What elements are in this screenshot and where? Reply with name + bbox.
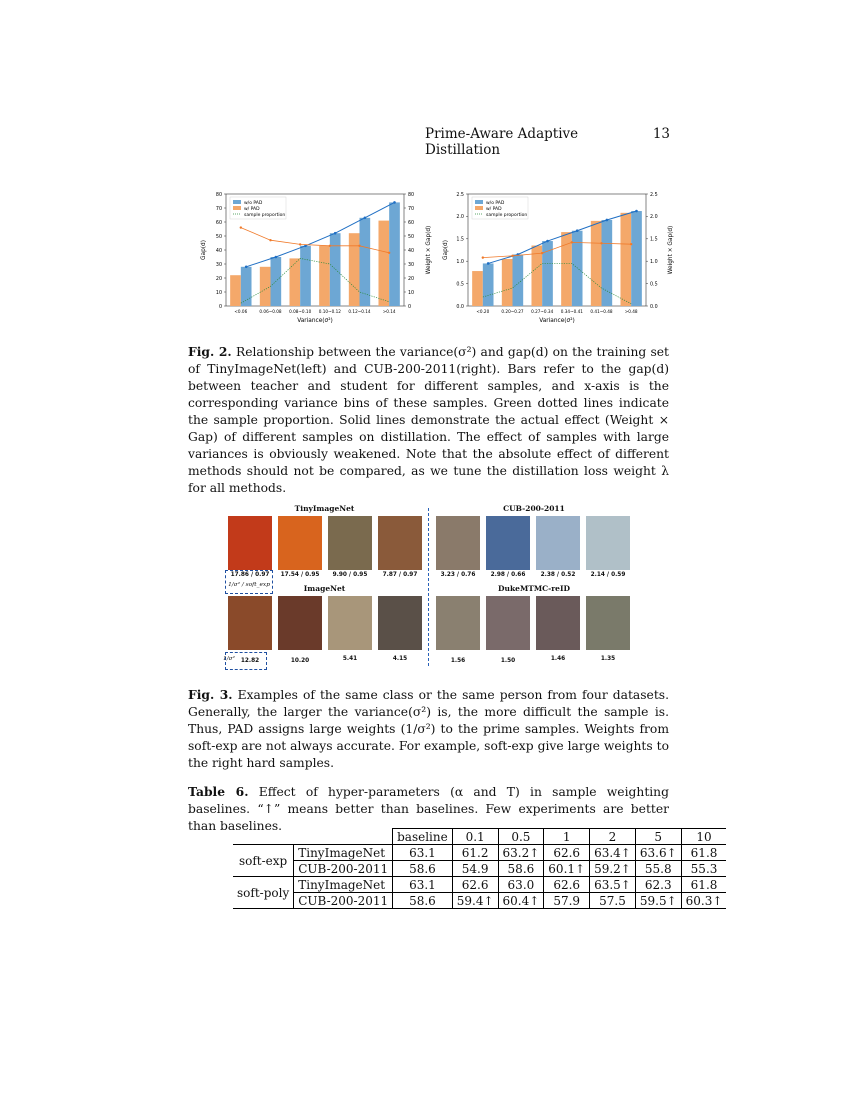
x-tick-label: 0.34~0.41 [560,309,583,314]
weight-gap-point [482,256,484,258]
weight-gap-point [388,252,390,254]
bar-w-pad [531,246,542,306]
value-cell: 59.2↑ [590,861,636,877]
value-cell: 55.8 [635,861,681,877]
y-tick-label: 2.5 [456,192,464,198]
trend-point [393,201,396,204]
legend-prop: sample proportion [244,212,286,218]
value-cell: 62.6 [544,845,590,861]
value-cell: 58.6 [498,861,544,877]
dataset-cell: CUB-200-2011 [294,893,393,909]
bar-w-pad [349,233,360,306]
bar-wo-pad [360,218,371,306]
label-cub-3: 2.38 / 0.52 [540,572,576,578]
thumb-duke-3 [536,596,580,650]
bar-w-pad [289,258,300,306]
fig3-text: Examples of the same class or the same person from four datasets. Generally, the larger the variance(σ²) is, the more difficult the sample is. Thus, PAD assigns large weights (1/σ²) to the prime samples. Weights from soft-exp are not always accurate. For example, soft-exp give large weights to the right hard samples. [188,688,669,770]
col-header: 0.1 [452,829,498,845]
col-header: 0.5 [498,829,544,845]
y-tick-label: 2.0 [456,215,464,221]
thumb-cub-2 [486,516,530,570]
legend-swatch-wo [475,200,483,204]
value-cell: 62.3 [635,877,681,893]
label-imagenet-4: 4.15 [392,656,408,662]
y2-axis-label: Weight × Gap(d) [426,225,432,275]
value-cell: 61.8 [681,877,726,893]
legend-tiny: 1/σ² / soft_exp [228,582,270,588]
bar-w-pad [591,221,602,306]
legend-swatch-w [233,206,241,210]
value-cell: 57.9 [544,893,590,909]
value-cell: 63.4↑ [590,845,636,861]
y-tick-label: 1.0 [456,260,464,265]
value-cell: 59.4↑ [452,893,498,909]
x-tick-label: >0.48 [624,309,638,314]
table6-label: Table 6. [188,784,249,799]
value-cell: 60.1↑ [544,861,590,877]
label-imagenet-1: 12.82 [240,658,260,664]
value-cell: 60.3↑ [681,893,726,909]
value-cell: 63.5↑ [590,877,636,893]
y2-tick-label: 70 [408,206,415,212]
legend-swatch-w [475,206,483,210]
y2-tick-label: 0 [408,304,412,310]
figure3 [222,500,634,670]
thumb-imagenet-4 [378,596,422,650]
fig3-caption [188,686,669,772]
thumb-tiny-3 [328,516,372,570]
x-tick-label: 0.12~0.14 [348,309,371,314]
dataset-cell: CUB-200-2011 [294,861,393,877]
y2-tick-label: 0.5 [650,282,658,288]
label-cub-1: 3.23 / 0.76 [440,572,476,578]
thumb-tiny-2 [278,516,322,570]
group-name: soft-poly [233,877,294,909]
x-tick-label: 0.27~0.34 [531,309,554,314]
table-row [233,877,726,893]
x-tick-label: 0.41~0.48 [590,309,613,314]
y-tick-label: 0 [218,304,222,310]
col-header: 2 [590,829,636,845]
x-tick-label: 0.08~0.10 [289,309,312,314]
weight-gap-point [240,226,242,228]
y-tick-label: 10 [215,290,222,296]
y-tick-label: 80 [215,192,222,198]
bar-wo-pad [241,267,252,306]
bar-wo-pad [602,220,613,306]
weight-gap-point [511,255,513,257]
y-tick-label: 50 [215,234,222,240]
bar-w-pad [620,213,631,306]
thumb-cub-1 [436,516,480,570]
y2-tick-label: 30 [408,262,415,268]
bar-w-pad [319,246,330,306]
x-tick-label: <0.20 [476,309,490,314]
y2-tick-label: 10 [408,290,415,296]
panel-title-imagenet: ImageNet [303,584,346,593]
bar-wo-pad [330,233,341,306]
y-tick-label: 0.0 [456,304,464,310]
thumb-duke-1 [436,596,480,650]
trend-point [334,232,337,235]
trend-point [245,266,248,269]
table6-caption-text: Effect of hyper-parameters (α and T) in sample weighting baselines. “↑” means better than baselines. Few experiments are better than baselines. [188,785,669,833]
trend-point [635,210,638,213]
bar-wo-pad [572,231,583,306]
legend-imagenet: 1/σ² [223,656,235,662]
value-cell: 55.3 [681,861,726,877]
x-tick-label: 0.20~0.27 [501,309,524,314]
bar-wo-pad [300,246,311,306]
label-duke-1: 1.56 [450,658,466,664]
value-cell: 57.5 [590,893,636,909]
x-axis-label: Variance(σ²) [539,318,575,324]
bar-wo-pad [513,254,524,306]
label-imagenet-3: 5.41 [342,656,358,662]
label-imagenet-2: 10.20 [290,658,310,664]
y2-tick-label: 20 [408,276,415,282]
y-tick-label: 1.5 [456,237,464,243]
bar-w-pad [502,259,513,306]
trend-point [487,262,490,265]
y-tick-label: 60 [215,220,222,226]
bar-wo-pad [631,211,642,306]
thumb-tiny-1 [228,516,272,570]
bar-w-pad [260,267,271,306]
x-tick-label: <0.06 [234,309,248,314]
col-header: 5 [635,829,681,845]
trend-point [606,219,609,222]
table-row [233,893,726,909]
x-axis-label: Variance(σ²) [297,318,333,324]
thumb-imagenet-3 [328,596,372,650]
weight-gap-point [541,252,543,254]
running-title: Prime-Aware Adaptive Distillation [425,126,579,158]
thumb-duke-4 [586,596,630,650]
trend-point [275,256,278,259]
y2-axis-label: Weight × Gap(d) [668,225,674,275]
trend-point [546,240,549,243]
bar-w-pad [378,221,389,306]
empty-cell [294,829,393,845]
weight-gap-point [269,239,271,241]
label-duke-4: 1.35 [600,656,616,662]
col-header: 1 [544,829,590,845]
table-row [233,861,726,877]
label-tiny-1: 17.86 / 0.97 [230,572,270,578]
bar-wo-pad [389,202,400,306]
panel-title-cub: CUB-200-2011 [503,504,565,513]
col-header: baseline [393,829,453,845]
label-duke-2: 1.50 [500,658,516,664]
legend-w: w/ PAD [244,206,260,212]
y-tick-label: 70 [215,206,222,212]
running-header [425,126,670,158]
bar-wo-pad [483,263,494,306]
value-cell: 63.0 [498,877,544,893]
thumb-imagenet-2 [278,596,322,650]
dataset-cell: TinyImageNet [294,845,393,861]
thumb-tiny-4 [378,516,422,570]
thumb-cub-3 [536,516,580,570]
fig2-text: Relationship between the variance(σ²) and gap(d) on the training set of TinyImageNet(left) and CUB-200-2011(right). Bars refer to the gap(d) between teacher and student for different samples, and x-axis is the corresponding variance bins of these samples. Green dotted lines indicate the sample proportion. Solid lines demonstrate the actual effect (Weight × Gap) of different samples on distillation. The effect of samples with large variances is obviously weakened. Note that the absolute effect of different methods should not be compared, as we tune the distillation loss weight λ for all methods. [188,345,669,495]
chart-cub [440,186,676,328]
value-cell: 63.6↑ [635,845,681,861]
value-cell: 61.2 [452,845,498,861]
weight-gap-point [630,243,632,245]
value-cell: 58.6 [393,893,453,909]
legend-wo: w/o PAD [244,200,263,206]
y-axis-label: Gap(d) [201,240,207,260]
weight-gap-point [358,245,360,247]
y2-tick-label: 1.5 [650,237,658,243]
label-duke-3: 1.46 [550,656,566,662]
label-cub-2: 2.98 / 0.66 [490,572,526,578]
weight-gap-point [571,241,573,243]
y2-tick-label: 40 [408,248,415,254]
value-cell: 60.4↑ [498,893,544,909]
thumb-duke-2 [486,596,530,650]
weight-gap-point [299,243,301,245]
panel-title-tinyimagenet: TinyImageNet [294,504,355,513]
value-cell: 59.5↑ [635,893,681,909]
dataset-cell: TinyImageNet [294,877,393,893]
value-cell: 63.1 [393,845,453,861]
weight-gap-point [600,242,602,244]
thumb-imagenet-1 [228,596,272,650]
label-cub-4: 2.14 / 0.59 [590,572,626,578]
y-tick-label: 0.5 [456,282,464,288]
thumb-cub-4 [586,516,630,570]
label-tiny-2: 17.54 / 0.95 [280,572,320,578]
y-tick-label: 20 [215,276,222,282]
page-number: 13 [652,126,670,142]
y2-tick-label: 60 [408,220,415,226]
x-tick-label: >0.14 [382,309,396,314]
fig2-caption [188,343,669,497]
y-axis-label: Gap(d) [443,240,449,260]
y2-tick-label: 50 [408,234,415,240]
y2-tick-label: 80 [408,192,415,198]
y2-tick-label: 0.0 [650,304,658,310]
value-cell: 63.2↑ [498,845,544,861]
label-tiny-3: 9.90 / 0.95 [332,572,368,578]
legend-prop: sample proportion [486,212,528,218]
legend-wo: w/o PAD [486,200,505,206]
y2-tick-label: 1.0 [650,260,658,265]
trend-point [364,217,367,220]
col-header: 10 [681,829,726,845]
label-tiny-4: 7.87 / 0.97 [382,572,418,578]
fig3-label: Fig. 3. [188,687,233,702]
group-name: soft-exp [233,845,294,877]
panel-title-dukemtmc: DukeMTMC-reID [498,584,570,593]
chart-tinyimagenet [198,186,434,328]
x-tick-label: 0.10~0.12 [318,309,341,314]
y-tick-label: 40 [215,248,222,254]
chart-svg-right [440,186,676,328]
legend-w: w/ PAD [486,206,502,212]
trend-point [576,229,579,232]
chart-svg-left [198,186,434,328]
weight-gap-point [329,245,331,247]
y-tick-label: 30 [215,262,222,268]
value-cell: 54.9 [452,861,498,877]
fig2-label: Fig. 2. [188,344,232,359]
empty-cell [233,829,294,845]
table-row [233,845,726,861]
value-cell: 62.6 [452,877,498,893]
value-cell: 61.8 [681,845,726,861]
value-cell: 63.1 [393,877,453,893]
y2-tick-label: 2.5 [650,192,658,198]
value-cell: 58.6 [393,861,453,877]
table6 [233,828,726,909]
table-header-row [233,829,726,845]
y2-tick-label: 2.0 [650,215,658,221]
x-tick-label: 0.06~0.08 [259,309,282,314]
legend-swatch-wo [233,200,241,204]
bar-w-pad [230,275,241,306]
panel-separator [428,508,429,666]
value-cell: 62.6 [544,877,590,893]
bar-w-pad [472,271,483,306]
